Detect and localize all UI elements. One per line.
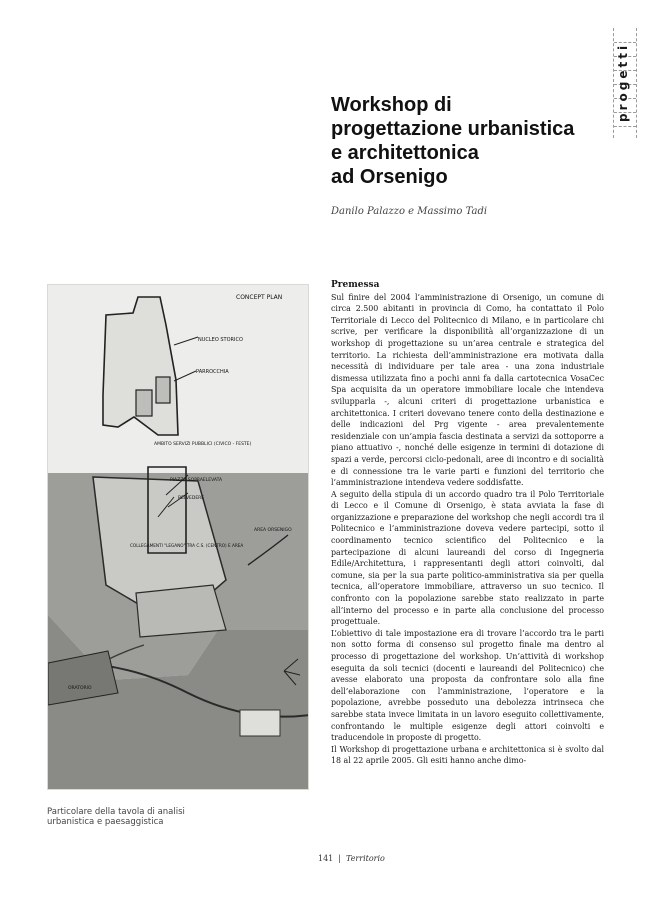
article-body bbox=[331, 280, 604, 815]
sketch-label-piazza: PIAZZA SOPRAELEVATA bbox=[170, 478, 223, 483]
page-footer bbox=[318, 854, 385, 863]
sketch-label-area: AREA ORSENIGO bbox=[254, 528, 292, 533]
section-heading: Premessa bbox=[331, 280, 380, 290]
paragraph: A seguito della stipula di un accordo quadro tra il Polo Territoriale di Lecco e il Comune di Orsenigo, è stata avviata la fase di organizzazione e preparazione del workshop che negli accordi tra il Politecnico e l’amministrazione doveva vedere partecipi, sotto il coordinamento tecnico scientifico del Politecnico e la partecipazione di alcuni laureandi del corso di Ingegneria Edile/Architettura, i rappresentanti degli attori coinvolti, dal comune, sia per la sua parte politico-amministrativa sia per quella tecnica, all’operatore immobiliare, attraverso un suo tecnico. Il confronto con la popolazione sarebbe stato realizzato in parte all’interno del processo e in parte alla conclusione del processo progettuale. bbox=[331, 489, 604, 627]
sketch-label-concept: CONCEPT PLAN bbox=[236, 294, 283, 301]
footer-separator: | bbox=[338, 854, 341, 863]
sketch-label-nucleo: NUCLEO STORICO bbox=[198, 337, 243, 343]
page-number: 141 bbox=[318, 854, 334, 863]
sketch-label-parrocchia: PARROCCHIA bbox=[196, 369, 229, 375]
figure-caption: Particolare della tavola di analisi urbanistica e paesaggistica bbox=[47, 807, 185, 827]
section-tab-label: progetti bbox=[616, 42, 630, 123]
article-title: Workshop di progettazione urbanistica e architettonica ad Orsenigo bbox=[331, 94, 575, 188]
paragraph: L’obiettivo di tale impostazione era di trovare l’accordo tra le parti non sotto forma di consenso sul progetto finale ma dentro al processo di progettazione del workshop. Un’attività di workshop eseguita da soli tecnici (docenti e laureandi del Politecnico) che avesse elaborato una proposta da confrontare solo alla fine dell’elaborazione con l’amministrazione, l’operatore e la popolazione, avrebbe posseduto una debolezza intrinseca che sarebbe stata invece limitata in un lavoro eseguito collettivamente, confrontando le multiple esigenze degli attori coinvolti e traducendole in proposte di progetto. bbox=[331, 628, 604, 743]
sketch-label-collegamenti: COLLEGAMENTI "LEGANO" TRA C.S. (CENTRO) E AREA bbox=[130, 543, 244, 548]
article-authors: Danilo Palazzo e Massimo Tadi bbox=[331, 206, 488, 217]
sketch-label-ambito: AMBITO SERVIZI PUBBLICI (CIVICO - FESTE) bbox=[154, 442, 252, 447]
sketch-label-belvedere: BELVEDERE bbox=[178, 496, 205, 501]
paragraph: Il Workshop di progettazione urbana e architettonica si è svolto dal 18 al 22 aprile 2005. Gli esiti hanno anche dimo- bbox=[331, 744, 604, 766]
sketch-figure bbox=[47, 284, 309, 790]
journal-name: Territorio bbox=[345, 854, 385, 863]
sketch-label-oratorio: ORATORIO bbox=[68, 686, 92, 691]
concept-sketch bbox=[48, 285, 309, 790]
paragraph: Sul finire del 2004 l’amministrazione di Orsenigo, un comune di circa 2.500 abitanti in provincia di Como, ha contattato il Polo Territoriale di Lecco del Politecnico di Milano, e in particolare chi scrive, per verificare la disponibilità all’organizzazione di un workshop di progettazione su un’area centrale e strategica del territorio. La richiesta dell’amministrazione era motivata dalla necessità di individuare per tale area - una zona industriale dismessa utilizzata fino a pochi anni fa dalla cartotecnica VosaCec Spa acquisita da un operatore immobiliare locale che intendeva svilupparla -, alcuni criteri di progettazione urbanistica e architettonica. I criteri dovevano tenere conto della destinazione e delle indicazioni del Prg vigente - area prevalentemente residenziale con un’ampia fascia destinata a servizi da sottoporre a piano attuativo -, nonché delle esigenze in termini di dotazione di spazi a verde, percorsi ciclo-pedonali, aree di incontro e di socialità e di connessione tra le varie parti e funzioni del territorio che l’amministrazione intendeva vedere soddisfatte. bbox=[331, 292, 604, 488]
